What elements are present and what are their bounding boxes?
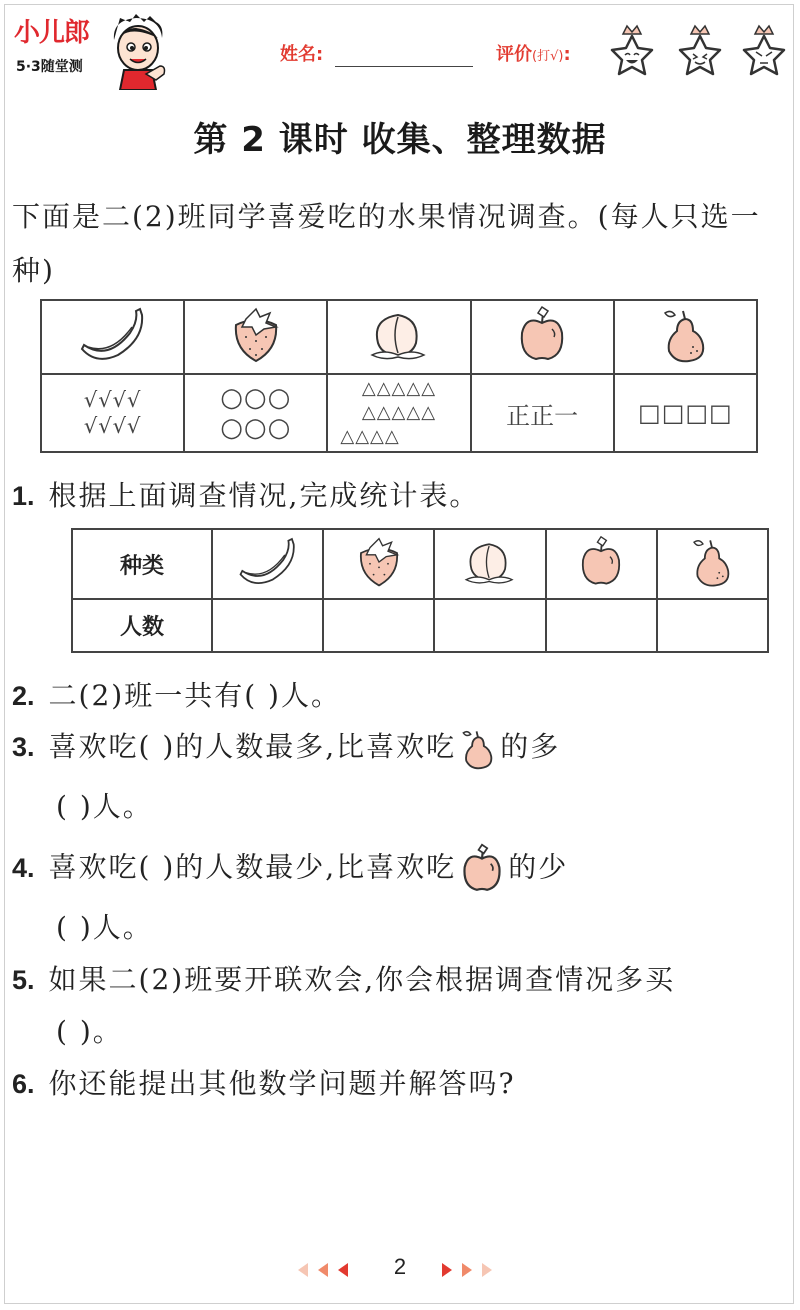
mascot-boy-icon (106, 14, 170, 90)
question-text: 根据上面调查情况,完成统计表。 (48, 479, 480, 512)
tally-text: 正正一 (506, 401, 579, 430)
stats-table (71, 528, 769, 653)
stats-header-cell (72, 529, 212, 599)
stats-count-label: 人数 (119, 615, 164, 640)
question-text: ( )。 (56, 1015, 123, 1048)
page-footer (0, 1254, 800, 1284)
peach-icon (364, 305, 434, 365)
question-number: 4. (12, 852, 35, 883)
tally-peach (327, 374, 470, 452)
stats-cell (434, 529, 545, 599)
question-4 (12, 842, 568, 896)
question-3-answer (56, 785, 153, 825)
strawberry-icon (352, 535, 406, 589)
survey-cell (614, 300, 757, 374)
count-peach-input[interactable] (434, 599, 545, 652)
count-apple-input[interactable] (546, 599, 657, 652)
name-label: 姓名: (280, 44, 324, 65)
survey-cell (184, 300, 327, 374)
star-neutral-icon[interactable] (737, 22, 791, 78)
question-number: 1. (12, 481, 35, 511)
question-6 (12, 1062, 516, 1102)
tally-apple (471, 374, 614, 452)
brand-subtitle: 5·3随堂测 (16, 59, 83, 75)
question-number: 2. (12, 681, 35, 711)
star-smile-icon[interactable] (605, 22, 659, 78)
intro-text: 下面是二(2)班同学喜爱吃的水果情况调查。(每人只选一种) (12, 200, 761, 287)
question-text: ( )人。 (56, 790, 153, 823)
eval-colon: : (563, 44, 571, 65)
peach-icon (459, 535, 521, 589)
eval-text: 评价 (496, 44, 532, 65)
question-text: 喜欢吃( )的人数最少,比喜欢吃 (48, 850, 457, 884)
count-pear-input[interactable] (657, 599, 768, 652)
tally-text: △△△△ (340, 426, 400, 447)
banana-icon (237, 535, 299, 589)
tally-banana (41, 374, 184, 452)
question-text: 如果二(2)班要开联欢会,你会根据调查情况多买 (48, 963, 676, 996)
prev-arrows-icon[interactable] (296, 1262, 358, 1278)
banana-icon (78, 305, 148, 365)
survey-tally-row (41, 374, 757, 452)
question-3 (12, 725, 560, 772)
question-number: 3. (12, 732, 35, 762)
eval-hint: (打√) (532, 49, 564, 64)
stats-kind-row (72, 529, 768, 599)
question-4-answer (56, 906, 153, 946)
name-input-line[interactable] (335, 66, 473, 67)
stats-cell (323, 529, 434, 599)
question-text: 喜欢吃( )的人数最多,比喜欢吃 (48, 730, 457, 763)
survey-table (40, 299, 758, 453)
eval-label (496, 40, 571, 66)
survey-cell (41, 300, 184, 374)
page-title: 第 2 课时 收集、整理数据 (193, 120, 607, 160)
tally-text: ○○○ (220, 383, 292, 413)
star-happy-icon[interactable] (673, 22, 727, 78)
tally-text: √√√√ (83, 414, 142, 438)
survey-cell (327, 300, 470, 374)
stats-cell (657, 529, 768, 599)
pear-icon (685, 535, 739, 589)
question-2 (12, 674, 341, 714)
pear-icon (456, 726, 500, 772)
question-text: 二(2)班一共有( )人。 (48, 679, 341, 712)
tally-pear (614, 374, 757, 452)
question-5 (12, 958, 675, 998)
survey-fruit-row (41, 300, 757, 374)
stats-cell (546, 529, 657, 599)
question-number: 5. (12, 965, 35, 995)
tally-text: □□□□ (638, 399, 733, 427)
question-text: 的少 (508, 850, 569, 884)
tally-strawberry (184, 374, 327, 452)
page-number: 2 (393, 1254, 407, 1279)
next-arrows-icon[interactable] (440, 1262, 502, 1278)
question-1 (12, 474, 479, 514)
apple-icon (456, 842, 508, 896)
survey-cell (471, 300, 614, 374)
pear-icon (655, 305, 715, 365)
brand-logo (10, 8, 170, 88)
question-5-answer (56, 1010, 123, 1050)
stats-count-row (72, 599, 768, 652)
question-text: ( )人。 (56, 911, 153, 944)
stats-header-cell (72, 599, 212, 652)
apple-icon (512, 305, 572, 365)
strawberry-icon (226, 305, 286, 365)
apple-icon (574, 535, 628, 589)
count-strawberry-input[interactable] (323, 599, 434, 652)
tally-text: △△△△△ (361, 402, 437, 423)
tally-text: ○○○ (220, 413, 292, 443)
tally-text: △△△△△ (361, 378, 437, 399)
tally-text: √√√√ (83, 388, 142, 412)
question-text: 的多 (500, 730, 561, 763)
brand-name: 小儿郎 (14, 18, 90, 48)
stats-cell (212, 529, 323, 599)
count-banana-input[interactable] (212, 599, 323, 652)
question-number: 6. (12, 1069, 35, 1099)
stats-kind-label: 种类 (119, 553, 164, 579)
question-text: 你还能提出其他数学问题并解答吗? (48, 1067, 516, 1100)
